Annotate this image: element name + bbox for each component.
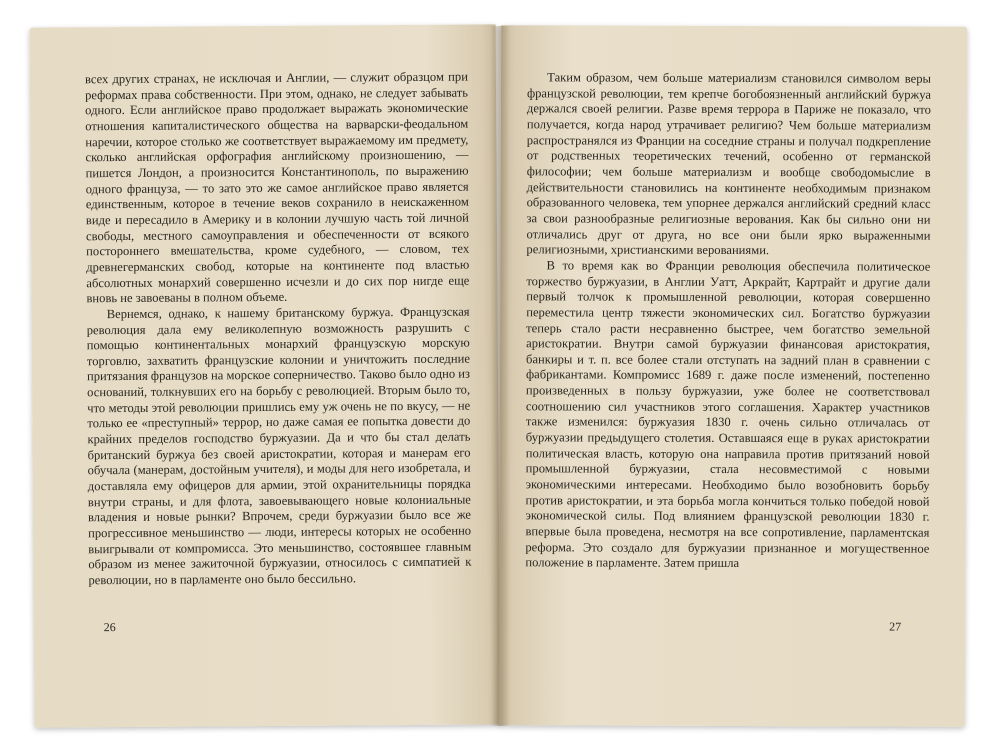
right-page-number: 27: [889, 619, 902, 634]
left-paragraph-1: всех других странах, не исключая и Англии, — служит образцом при реформах права собственности. При этом, однако, не следует забывать одного. Если английское право продолжает выражать экономические отношения капиталистического общества на варварски-феодальном наречии, которое столько же соответствует выражаемому им предмету, сколько английская орфография английскому произношению, — пишется Лондон, а произносится Константинополь, по выражению одного француза, — то зато это же самое английское право является единственным, которое в течение веков сохранило в неискаженном виде и пересадило в Америку и в колонии лучшую часть той личной свободы, местного самоуправления и обеспеченности от всякого постороннего вмешательства, кроме судебного, — словом, тех древнегерманских свобод, которые на континенте под властью абсолютных монархий совершенно исчезли и до сих пор нигде еще вновь не завоеваны в полном объеме.: [84, 69, 470, 306]
open-book: [32, 26, 966, 726]
right-paragraph-2: В то время как во Франции революция обеспечила политическое торжество буржуазии, в Англии Уатт, Аркрайт, Картрайт и другие дали первый толчок к промышленной революции, которая совершенно переместила центр тяжести экономических сил. Богатство буржуазии теперь стало расти несравненно быстрее, чем богатство земельной аристократии. Внутри самой буржуазии финансовая аристократия, банкиры и т. п. все более стали отступать на задний план в сравнении с фабрикантами. Компромисс 1689 г. даже после изменений, постепенно произведенных в пользу буржуазии, уже более не соответствовал соотношению сил участников этого соглашения. Характер участников также изменился: буржуазия 1830 г. очень сильно отличалась от буржуазии предыдущего столетия. Оставшаяся еще в руках аристократии политическая власть, которую она направила против притязаний новой промышленной буржуазии, стала несовместимой с новыми экономическими интересами. Необходимо было возобновить борьбу против аристократии, и эта борьба могла кончиться только победой новой экономической силы. Под влиянием французской революции 1830 г. впервые была проведена, несмотря на все сопротивление, парламентская реформа. Это создало для буржуазии признанное и могущественное положение в парламенте. Затем пришла: [525, 258, 931, 571]
right-page-text: [525, 70, 931, 572]
left-page-number: 26: [103, 620, 116, 635]
right-paragraph-1: Таким образом, чем больше материализм становился символом веры французской революции, тем крепче богобоязненный английский буржуа держался своей религии. Разве время террора в Париже не показало, что получается, когда народ утрачивает религию? Чем больше материализм распространялся из Франции на соседние страны и получал подкрепление от родственных теоретических течений, особенно от германской философии; чем больше материализм и вообще свободомыслие в действительности становились на континенте необходимым признаком образованного человека, тем упорнее держался английский средний класс за свои разнообразные религиозные верования. Как бы сильно они ни отличались друг от друга, но все они были ярко выраженными религиозными, христианскими верованиями.: [526, 70, 932, 258]
left-page-text: [85, 70, 472, 589]
right-page: [499, 25, 967, 727]
book-gutter: [490, 26, 510, 726]
left-paragraph-2: Вернемся, однако, к нашему британскому буржуа. Французская революция дала ему великолепную возможность разрушить с помощью континентальных монархий французскую морскую торговлю, захватить французские колонии и уничтожить последние притязания французов на морское соперничество. Таково было одно из оснований, толкнувших его на борьбу с революцией. Вторым было то, что методы этой революции пришлись ему уж очень не по вкусу, — не только ее «преступный» террор, но даже самая ее попытка довести до крайних пределов господство буржуазии. Да и что бы стал делать британский буржуа без своей аристократии, которая и манерам его обучала (манерам, достойным учителя), и моды для него изобретала, и доставляла ему офицеров для армии, этой охранительницы порядка внутри страны, и для флота, завоевывающего новые колониальные владения и новые рынки? Впрочем, среди буржуазии было все же прогрессивное меньшинство — люди, интересы которых не особенно выигрывали от компромисса. Это меньшинство, состоявшее главным образом из менее зажиточной буржуазии, относилось с симпатией к революции, но в парламенте оно было бессильно.: [86, 304, 472, 588]
left-page: [30, 24, 501, 727]
